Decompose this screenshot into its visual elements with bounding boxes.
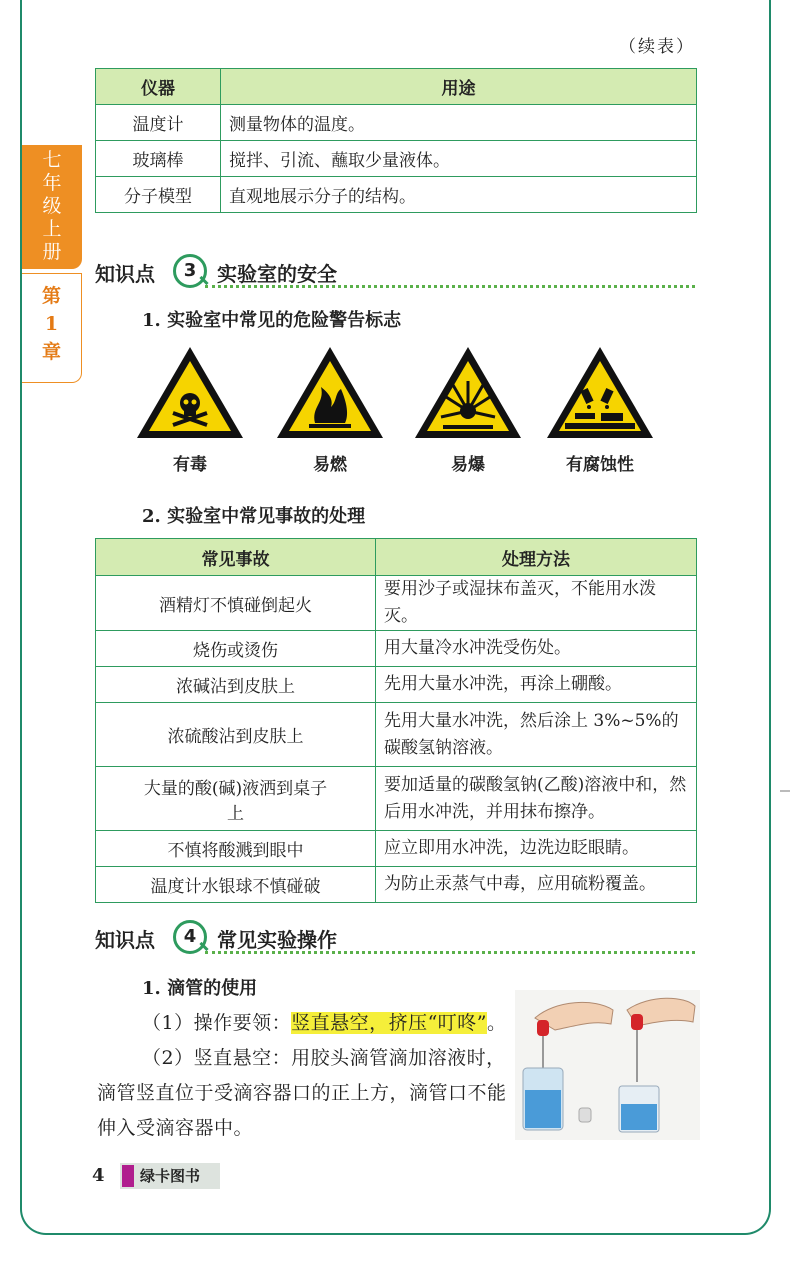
header-cell: 仪器 [96,69,221,105]
instrument-table [95,68,697,213]
knowledge-point-number: 4 [173,920,207,954]
chapter-char: 第 [41,285,61,307]
highlighted-text: 竖直悬空，挤压“叮咚” [291,1012,488,1034]
table-row [96,141,697,177]
grade-char: 上 [42,218,62,240]
page-number: 4 [92,1165,105,1186]
grade-tab [22,145,82,269]
cell-method: 要用沙子或湿抹布盖灭，不能用水泼灭。 [376,576,697,631]
sign-label: 有毒 [173,455,207,475]
table-row [96,105,697,141]
cell-accident: 酒精灯不慎碰倒起火 [96,576,376,631]
cell-accident: 不慎将酸溅到眼中 [96,831,376,867]
table-row [96,631,697,667]
table-row [96,867,697,903]
table-row [96,767,697,831]
cell-method: 应立即用水冲洗，边洗边眨眼睛。 [376,831,697,867]
toxic-warning-icon [135,345,245,440]
cell-accident: 温度计水银球不慎碰破 [96,867,376,903]
grade-char: 级 [42,195,62,217]
knowledge-point-3 [95,252,695,292]
cell-usage: 测量物体的温度。 [221,105,697,141]
header-cell: 常见事故 [96,539,376,576]
grade-char: 年 [42,172,62,194]
dropper-illustration [515,990,700,1140]
section-title: 实验室中常见事故的处理 [167,506,366,527]
header-cell: 处理方法 [376,539,697,576]
section-title: 滴管的使用 [167,978,258,999]
cell-usage: 搅拌、引流、蘸取少量液体。 [221,141,697,177]
cell-method: 先用大量水冲洗，然后涂上 3%~5%的碳酸氢钠溶液。 [376,703,697,767]
grade-char: 册 [42,241,62,263]
table-row [96,831,697,867]
knowledge-point-label: 知识点 [95,928,155,952]
paragraph-vertical: （2）竖直悬空：用胶头滴管滴加溶液时，滴管竖直位于受滴容器口的正上方，滴管口不能伸入受滴容器中。 [97,1047,507,1139]
table-row [96,703,697,767]
sign-label: 易燃 [313,455,347,475]
cell-instrument: 玻璃棒 [96,141,221,177]
cell-instrument: 分子模型 [96,177,221,213]
sign-label: 有腐蚀性 [566,455,634,475]
edge-mark [780,790,790,792]
knowledge-point-label: 知识点 [95,262,155,286]
paragraph-operation [97,1006,509,1041]
section-heading [142,974,257,1000]
section-heading [142,306,401,332]
brand-logo-icon [122,1165,134,1187]
accident-table [95,538,697,903]
section-number: 2. [142,506,161,527]
corrosive-warning-icon [545,345,655,440]
chapter-char: 章 [41,341,61,363]
side-tab [22,145,82,383]
header-cell: 用途 [221,69,697,105]
table-header-row [96,69,697,105]
knowledge-point-4 [95,918,695,958]
flammable-warning-icon [275,345,385,440]
table-row [96,667,697,703]
cell-accident: 烧伤或烫伤 [96,631,376,667]
dotted-divider [205,951,695,954]
operation-prefix: （1）操作要领： [142,1012,292,1034]
section-number: 1. [142,310,161,331]
knowledge-point-title: 常见实验操作 [217,928,337,952]
cell-instrument: 温度计 [96,105,221,141]
cell-method: 用大量冷水冲洗受伤处。 [376,631,697,667]
table-header-row [96,539,697,576]
cell-accident: 浓硫酸沾到皮肤上 [96,703,376,767]
dotted-divider [205,285,695,288]
cell-method: 为防止汞蒸气中毒，应用硫粉覆盖。 [376,867,697,903]
explosive-warning-icon [413,345,523,440]
cell-accident: 大量的酸(碱)液洒到桌子上 [96,767,376,831]
grade-char: 七 [42,149,62,171]
cell-method: 要加适量的碳酸氢钠(乙酸)溶液中和，然后用水冲洗，并用抹布擦净。 [376,767,697,831]
table-row [96,576,697,631]
section-heading [142,502,365,528]
brand-badge [120,1163,220,1189]
chapter-char: 1 [44,313,59,335]
operation-suffix: 。 [487,1012,507,1034]
cell-usage: 直观地展示分子的结构。 [221,177,697,213]
continued-label: （续表） [619,37,695,57]
section-title: 实验室中常见的危险警告标志 [167,310,402,331]
chapter-tab [22,273,82,383]
table-row [96,177,697,213]
brand-name: 绿卡图书 [140,1167,201,1185]
cell-method: 先用大量水冲洗，再涂上硼酸。 [376,667,697,703]
section-number: 1. [142,978,161,999]
sign-label: 易爆 [451,455,485,475]
knowledge-point-title: 实验室的安全 [217,262,337,286]
cell-accident: 浓碱沾到皮肤上 [96,667,376,703]
knowledge-point-number: 3 [173,254,207,288]
